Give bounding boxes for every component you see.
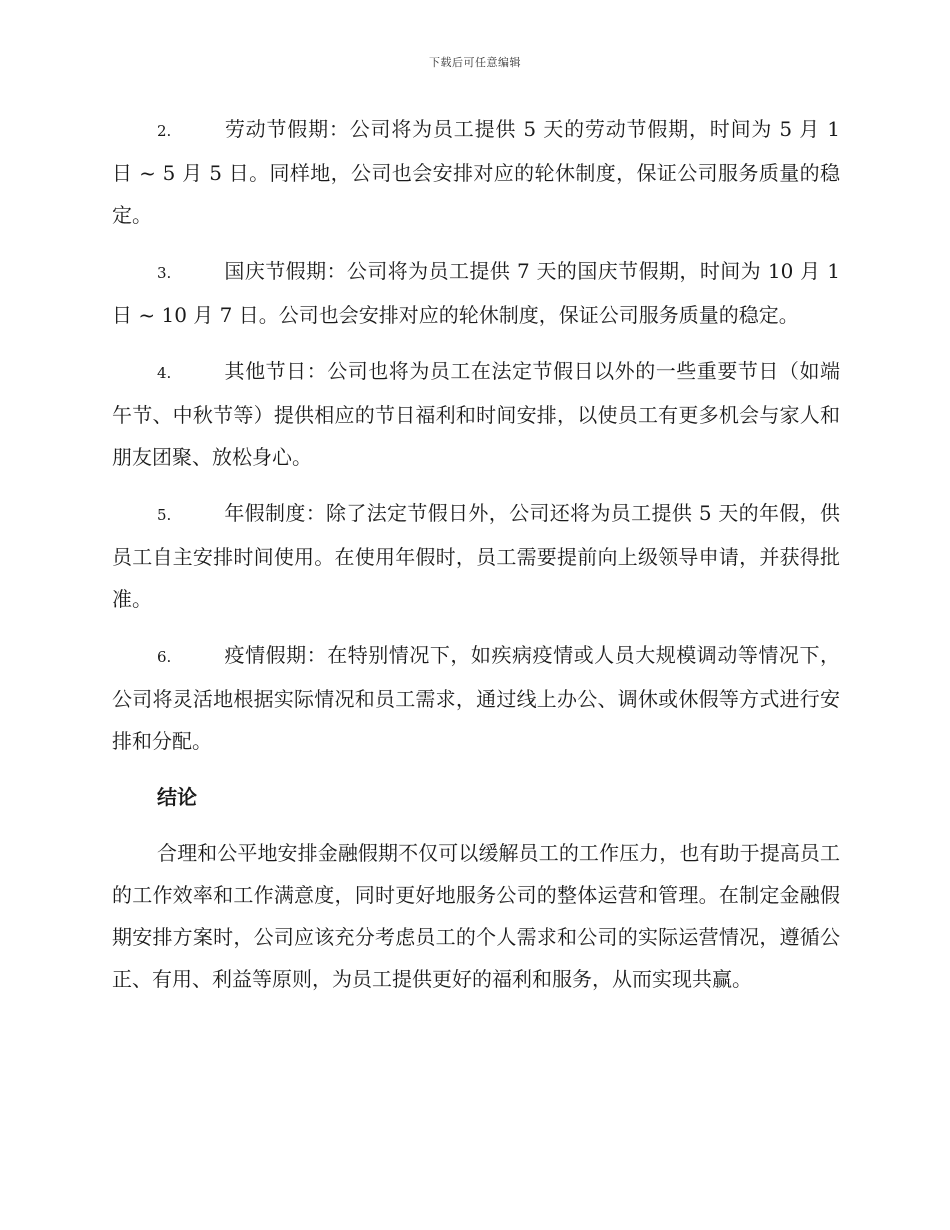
list-item-text: 疫情假期：在特别情况下，如疾病疫情或人员大规模调动等情况下，公司将灵活地根据实际情况和员工需求，通过线上办公、调休或休假等方式进行安排和分配。 — [112, 643, 840, 753]
document-body — [112, 108, 840, 1000]
list-item-text: 劳动节假期：公司将为员工提供 5 天的劳动节假期，时间为 5 月 1 日 ~ 5 月 5 日。同样地，公司也会安排对应的轮休制度，保证公司服务质量的稳定。 — [112, 117, 840, 227]
list-item-text: 其他节日：公司也将为员工在法定节假日以外的一些重要节日（如端午节、中秋节等）提供相应的节日福利和时间安排，以使员工有更多机会与家人和朋友团聚、放松身心。 — [112, 359, 840, 469]
conclusion-paragraph: 合理和公平地安排金融假期不仅可以缓解员工的工作压力，也有助于提高员工的工作效率和工作满意度，同时更好地服务公司的整体运营和管理。在制定金融假期安排方案时，公司应该充分考虑员工的个人需求和公司的实际运营情况，遵循公正、有用、利益等原则，为员工提供更好的福利和服务，从而实现共赢。 — [112, 841, 840, 991]
list-item-number: 5. — [157, 506, 172, 524]
list-item — [112, 108, 840, 236]
list-item — [112, 492, 840, 620]
page-header: 下载后可任意编辑 — [429, 56, 521, 69]
list-item — [112, 634, 840, 762]
list-item-number: 2. — [157, 122, 172, 140]
list-item-number: 6. — [157, 648, 172, 666]
list-item — [112, 350, 840, 478]
list-item-text: 国庆节假期：公司将为员工提供 7 天的国庆节假期，时间为 10 月 1 日 ~ 10 月 7 日。公司也会安排对应的轮休制度，保证公司服务质量的稳定。 — [112, 259, 840, 327]
list-item-number: 4. — [157, 364, 172, 382]
list-item-number: 3. — [157, 264, 172, 282]
list-item — [112, 250, 840, 336]
list-item-text: 年假制度：除了法定节假日外，公司还将为员工提供 5 天的年假，供员工自主安排时间使用。在使用年假时，员工需要提前向上级领导申请，并获得批准。 — [112, 501, 840, 611]
conclusion-heading: 结论 — [157, 785, 197, 809]
